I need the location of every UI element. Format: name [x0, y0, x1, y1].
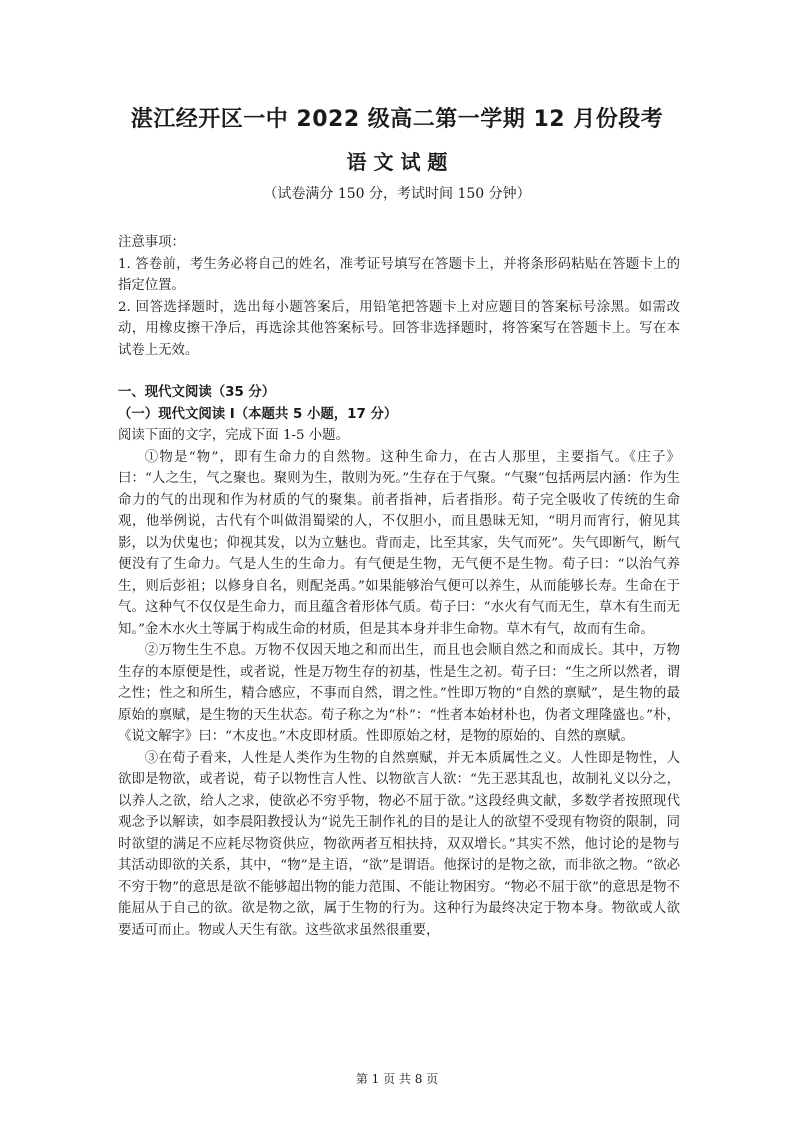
passage-paragraph-1: ①物是“物”，即有生命力的自然物。这种生命力，在古人那里，主要指气。《庄子》曰：“人之生，气之聚也。聚则为生，散则为死。”生存在于气聚。“气聚”包括两层内涵：作为生命力的气的出现和作为材质的气的聚集。前者指神，后者指形。荀子完全吸收了传统的生命观，他举例说，古代有个叫做涓蜀梁的人，不仅胆小，而且愚昧无知，“明月而宵行，俯见其影，以为伏鬼也；仰视其发，以为立魅也。背而走，比至其家，失气而死”。失气即断气，断气便没有了生命力。气是人生的生命力。有气便是生物，无气便不是生物。荀子曰：“以治气养生，则后彭祖；以修身自名，则配尧禹。”如果能够治气便可以养生，从而能够长寿。生命在于气。这种气不仅仅是生命力，而且蕴含着形体气质。荀子曰：“水火有气而无生，草木有生而无知。”金木水火土等属于构成生命的材质，但是其本身并非生命物。草木有气，故而有生命。: [118, 449, 680, 637]
exam-title: 湛江经开区一中 2022 级高二第一学期 12 月份段考: [130, 107, 664, 132]
passage-paragraph-3: ③在荀子看来，人性是人类作为生物的自然禀赋，并无本质属性之义。人性即是物性，人欲即是物欲，或者说，荀子以物性言人性、以物欲言人欲：“先王恶其乱也，故制礼义以分之，以养人之欲，给人之求，使欲必不穷乎物，物必不屈于欲。”这段经典文献，多数学者按照现代观念予以解读，如李晨阳教授认为“说先王制作礼的目的是让人的欲望不受现有物资的限制，同时欲望的满足不应耗尽物资供应，物欲两者互相扶持，双双增长。”其实不然，他讨论的是物与其活动即欲的关系，其中，“物”是主语，“欲”是谓语。他探讨的是物之欲，而非欲之物。“欲必不穷于物”的意思是欲不能够超出物的能力范围、不能让物困穷。“物必不屈于欲”的意思是物不能屈从于自己的欲。欲是物之欲，属于生物的行为。这种行为最终决定于物本身。物欲或人欲要适可而止。物或人天生有欲。这些欲求虽然很重要，: [118, 750, 680, 938]
notice-item-2: 2. 回答选择题时，选出每小题答案后，用铅笔把答题卡上对应题目的答案标号涂黑。如需改动，用橡皮擦干净后，再选涂其他答案标号。回答非选择题时，将答案写在答题卡上。写在本试卷上无效。: [118, 299, 680, 358]
notice-item-1: 1. 答卷前，考生务必将自己的姓名，准考证号填写在答题卡上，并将条形码粘贴在答题卡上的指定位置。: [118, 256, 680, 293]
exam-content: [118, 232, 680, 941]
reading-instruction: 阅读下面的文字，完成下面 1-5 小题。: [118, 428, 349, 443]
notice-heading: 注意事项：: [118, 235, 185, 250]
subsection-heading: （一）现代文阅读 I（本题共 5 小题，17 分）: [118, 406, 398, 422]
page-footer: 第 1 页 共 8 页: [355, 1072, 439, 1086]
passage-paragraph-2: ②万物生生不息。万物不仅因天地之和而出生，而且也会顺自然之和而成长。其中，万物生存的本原便是性，或者说，性是万物生存的初基，性是生之初。荀子曰：“生之所以然者，谓之性；性之和所生，精合感应，不事而自然，谓之性。”性即万物的“自然的禀赋”，是生物的最原始的禀赋，是生物的天生状态。荀子称之为“朴”：“性者本始材朴也，伪者文理隆盛也。”朴，《说文解字》曰：“木皮也。”木皮即材质。性即原始之材，是物的原始的、自然的禀赋。: [118, 643, 680, 744]
exam-subject: 语 文 试 题: [346, 150, 448, 174]
score-note: （试卷满分 150 分，考试时间 150 分钟）: [263, 186, 531, 202]
section-heading: 一、现代文阅读（35 分）: [118, 385, 276, 400]
